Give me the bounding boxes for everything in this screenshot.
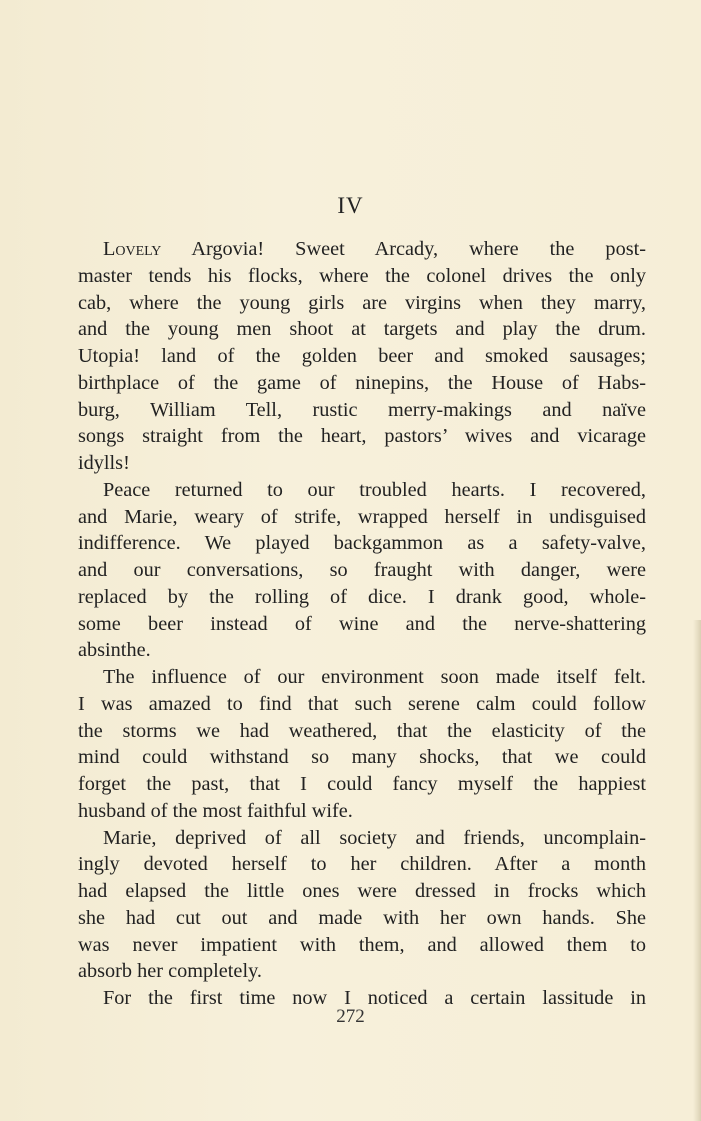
text-line: replaced by the rolling of dice. I drank good, whole- — [78, 585, 646, 608]
text-line: Utopia! land of the golden beer and smoked sausages; — [78, 345, 646, 367]
chapter-heading: IV — [337, 193, 364, 218]
text-line: Marie, deprived of all society and friends, uncomplain- — [103, 826, 646, 849]
text-line: had elapsed the little ones were dressed in frocks which — [78, 880, 646, 902]
text-line: mind could withstand so many shocks, that we could — [78, 746, 646, 769]
text-line: some beer instead of wine and the nerve-shattering — [78, 612, 646, 635]
text-line: master tends his flocks, where the colonel drives the only — [78, 264, 646, 287]
body-text — [78, 236, 646, 1012]
text-line: idylls! — [78, 452, 130, 474]
text-line: birthplace of the game of ninepins, the House of Habs- — [78, 371, 646, 394]
text-line: Peace returned to our troubled hearts. I recovered, — [103, 478, 646, 501]
text-line: was never impatient with them, and allowed them to — [78, 933, 646, 956]
text-line: husband of the most faithful wife. — [78, 799, 353, 822]
page-edge-shadow — [693, 620, 701, 1121]
text-line: absinthe. — [78, 639, 151, 662]
opening-word: Lovely — [103, 238, 162, 260]
page-number: 272 — [336, 1006, 365, 1027]
text-line: ingly devoted herself to her children. After a month — [78, 853, 646, 876]
text-line: she had cut out and made with her own hands. She — [78, 906, 646, 929]
text-line: songs straight from the heart, pastors’ wives and vicarage — [78, 425, 646, 448]
text-line: burg, William Tell, rustic merry-makings and naïve — [78, 398, 646, 421]
text-line: For the first time now I noticed a certain lassitude in — [103, 987, 646, 1009]
text-line: forget the past, that I could fancy myself the happiest — [78, 773, 646, 795]
text-line: and Marie, weary of strife, wrapped herself in undisguised — [78, 505, 646, 528]
text-line: absorb her completely. — [78, 960, 262, 983]
text-line: I was amazed to find that such serene calm could follow — [78, 692, 646, 715]
text-line: and the young men shoot at targets and play the drum. — [78, 318, 646, 341]
text-line: the storms we had weathered, that the elasticity of the — [78, 719, 646, 742]
text-line: The influence of our environment soon made itself felt. — [103, 666, 646, 688]
text-line — [78, 236, 646, 263]
text-line: indifference. We played backgammon as a safety-valve, — [78, 532, 646, 555]
opening-line-rest: Argovia! Sweet Arcady, where the post- — [161, 238, 646, 260]
text-line: and our conversations, so fraught with danger, were — [78, 559, 646, 581]
text-line: cab, where the young girls are virgins when they marry, — [78, 291, 646, 314]
